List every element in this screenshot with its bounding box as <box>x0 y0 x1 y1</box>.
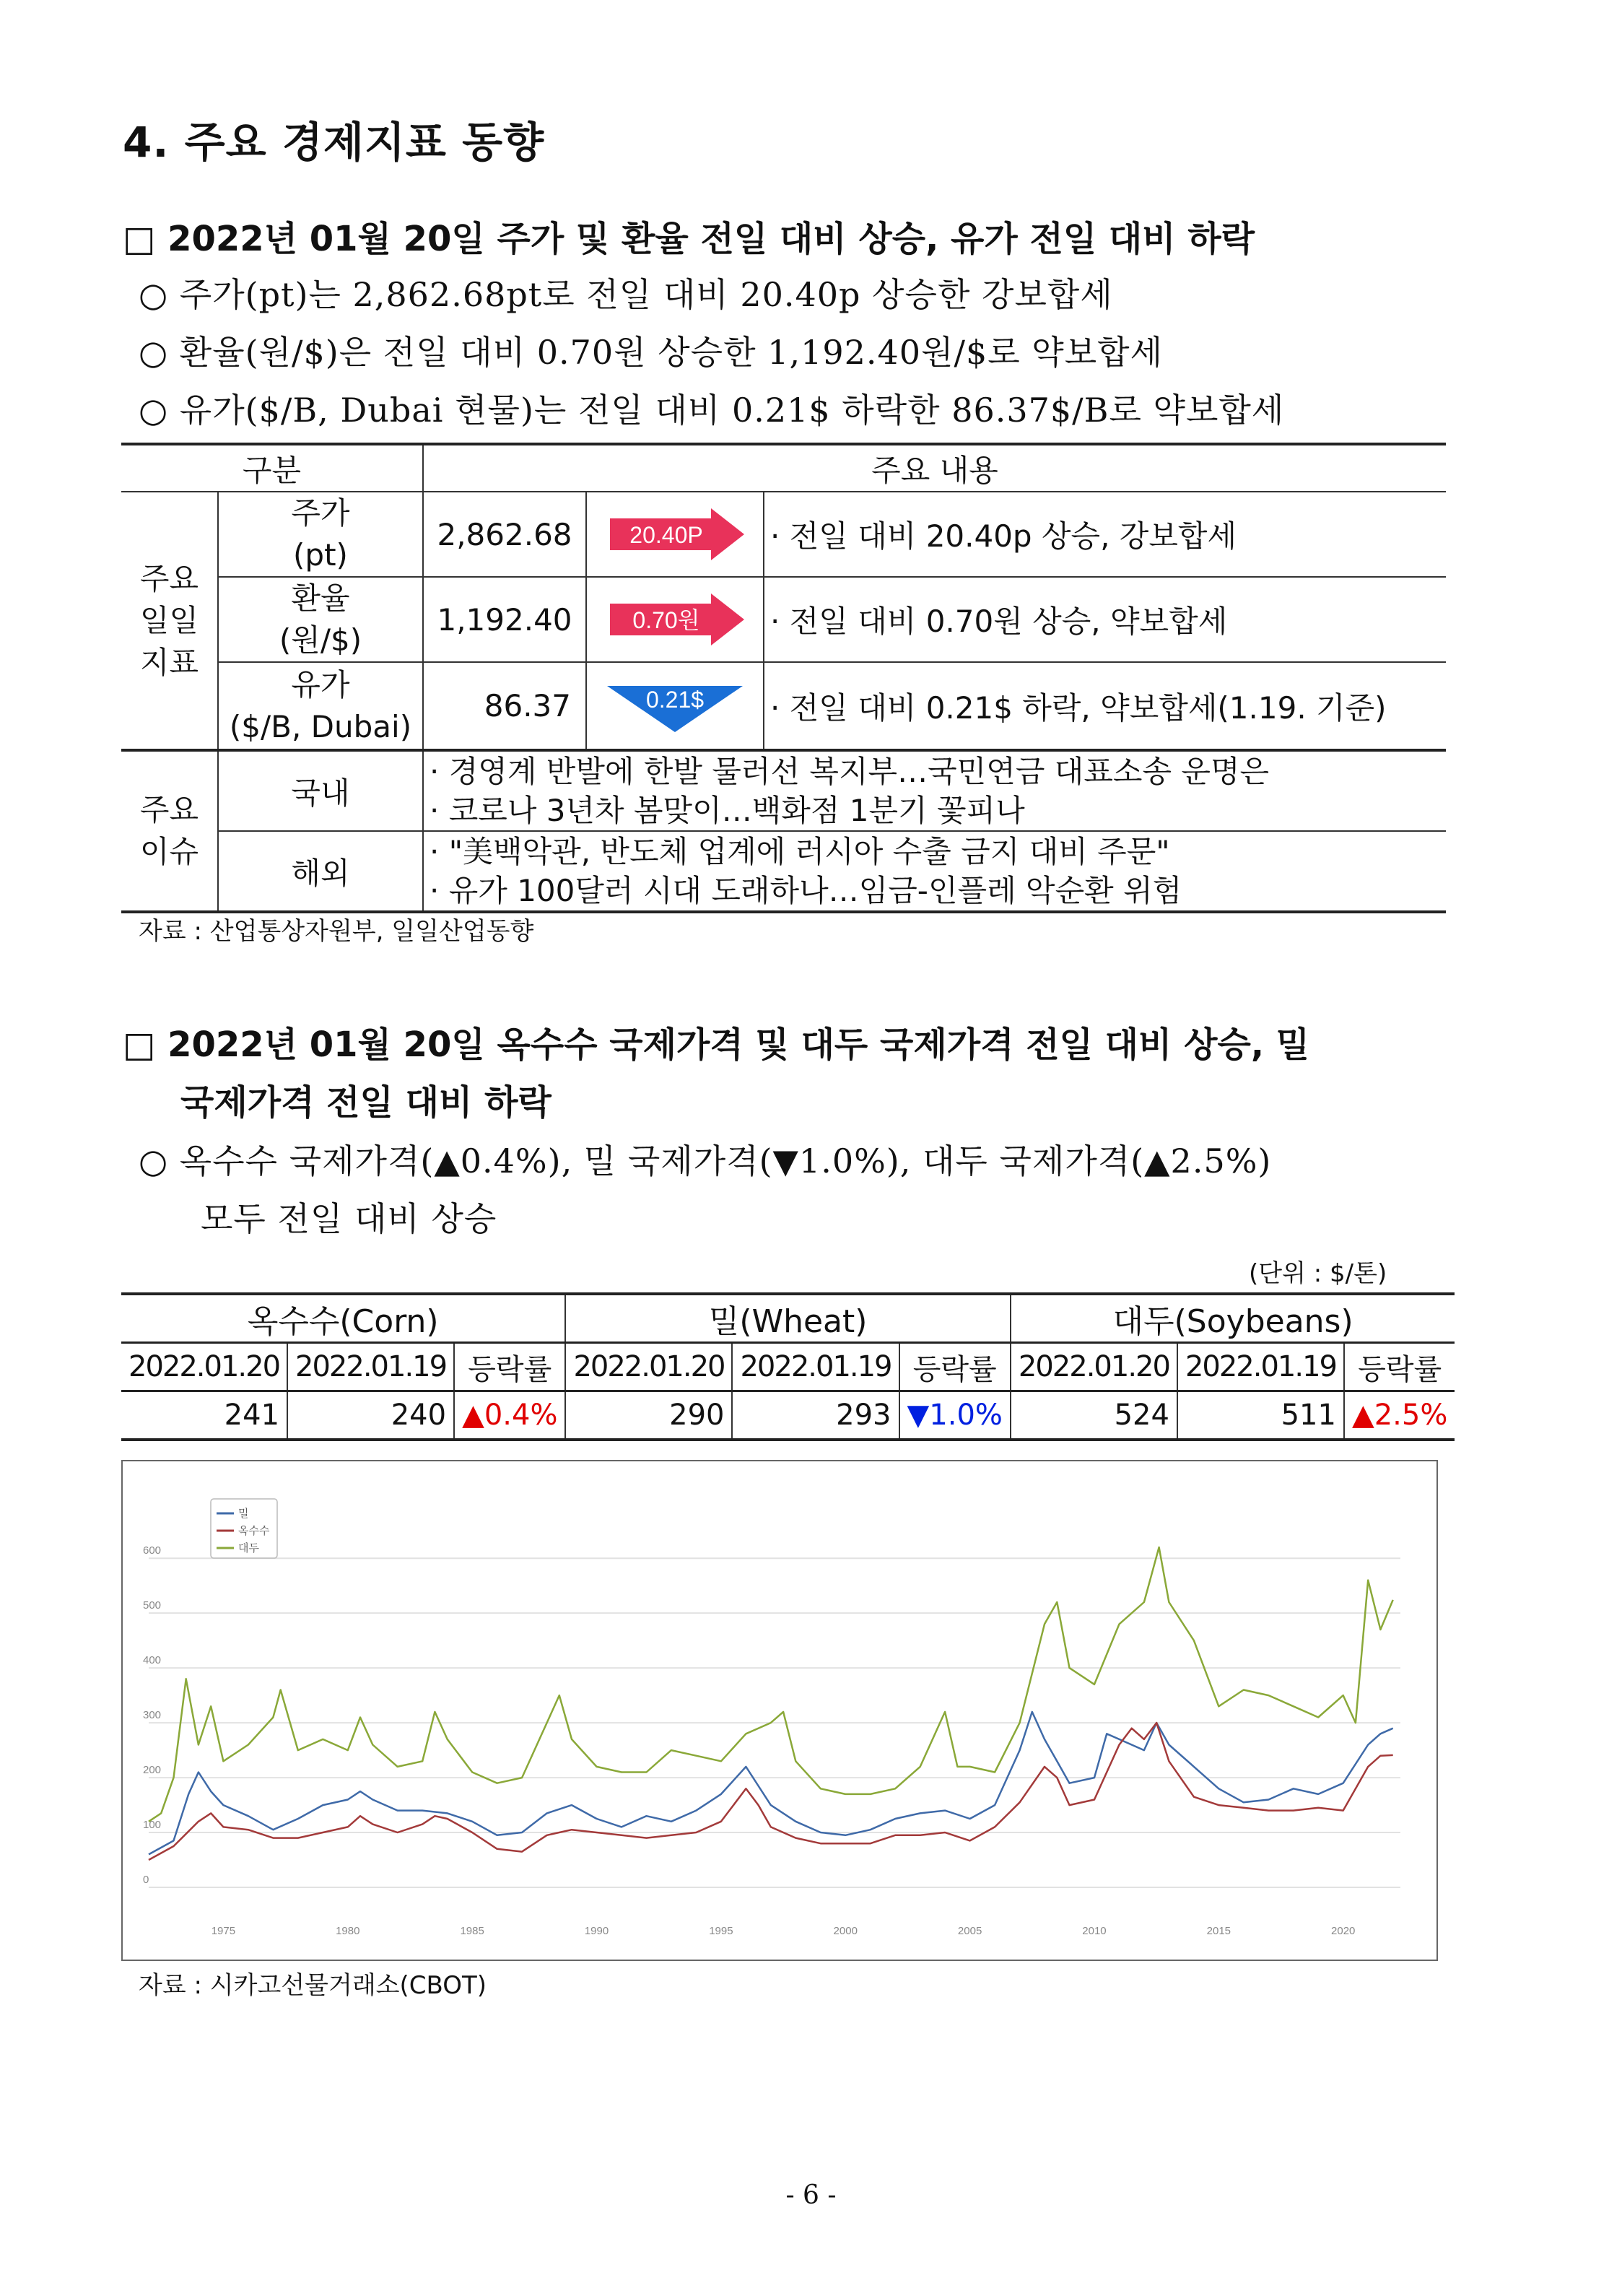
corn-price-current: 241 <box>121 1391 287 1440</box>
soy-date-previous: 2022.01.19 <box>1177 1343 1344 1391</box>
block2-heading-line2: 국제가격 전일 대비 하락 <box>180 1082 551 1123</box>
indicator-value-oil: 86.37 <box>423 662 586 750</box>
down-arrow-icon <box>603 677 747 735</box>
issue-domestic-1: · 경영계 반발에 한발 물러선 복지부…국민연금 대표소송 운명은 <box>430 753 1270 789</box>
grain-price-chart <box>121 1460 1438 1961</box>
chart-legend <box>211 1499 277 1558</box>
block1-heading: □ 2022년 01월 20일 주가 및 환율 전일 대비 상승, 유가 전일 대비 하락 <box>123 219 1255 259</box>
page-number: - 6 - <box>785 2180 837 2210</box>
y-tick-200: 200 <box>143 1764 162 1777</box>
unit-label: (단위 : $/톤) <box>1249 1259 1387 1288</box>
soy-rate-header: 등락률 <box>1344 1343 1455 1391</box>
series-line-1 <box>149 1723 1393 1860</box>
wheat-rate-header: 등락률 <box>899 1343 1011 1391</box>
daily-indicator-table <box>121 443 1446 913</box>
up-arrow-icon <box>603 591 747 648</box>
soy-price-current: 524 <box>1011 1391 1177 1440</box>
wheat-price-previous: 293 <box>732 1391 899 1440</box>
header-content: 주요 내용 <box>423 444 1446 492</box>
indicator-desc-oil: · 전일 대비 0.21$ 하락, 약보합세(1.19. 기준) <box>764 662 1446 750</box>
indicator-arrow-stock <box>586 492 764 577</box>
group-daily-indicators: 주요 일일 지표 <box>121 492 218 750</box>
header-category: 구분 <box>121 444 423 492</box>
block1-source: 자료 : 산업통상자원부, 일일산업동향 <box>139 917 534 946</box>
indicator-value-fx: 1,192.40 <box>423 577 586 662</box>
x-tick-2000: 2000 <box>833 1925 858 1937</box>
series-line-2 <box>149 1547 1393 1822</box>
soy-date-current: 2022.01.20 <box>1011 1343 1177 1391</box>
issue-domestic-2: · 코로나 3년차 봄맞이…백화점 1분기 꽃피나 <box>430 792 1025 828</box>
x-tick-2020: 2020 <box>1331 1925 1356 1937</box>
y-tick-labels <box>143 1544 161 1886</box>
wheat-rate: ▼1.0% <box>899 1391 1011 1440</box>
issue-category-overseas: 해외 <box>218 831 423 912</box>
block1-bullet-stock: ○ 주가(pt)는 2,862.68pt로 전일 대비 20.40p 상승한 강보합세 <box>139 275 1113 314</box>
wheat-price-current: 290 <box>565 1391 732 1440</box>
x-tick-2005: 2005 <box>957 1925 982 1937</box>
block1-bullet-oil: ○ 유가($/B, Dubai 현물)는 전일 대비 0.21$ 하락한 86.37$/B로 약보합세 <box>139 391 1285 430</box>
x-tick-1990: 1990 <box>584 1925 609 1937</box>
change-label-fx: 0.70원 <box>632 607 700 633</box>
change-label-oil: 0.21$ <box>645 686 705 713</box>
wheat-date-current: 2022.01.20 <box>565 1343 732 1391</box>
x-tick-labels <box>212 1925 1356 1937</box>
x-tick-1985: 1985 <box>460 1925 484 1937</box>
corn-date-current: 2022.01.20 <box>121 1343 287 1391</box>
block2-bullet-line2: 모두 전일 대비 상승 <box>201 1199 497 1238</box>
indicator-value-stock: 2,862.68 <box>423 492 586 577</box>
legend-label-0: 밀 <box>238 1507 249 1520</box>
x-tick-1980: 1980 <box>336 1925 360 1937</box>
chart-svg <box>123 1461 1436 1960</box>
issue-overseas-1: · "美백악관, 반도체 업계에 러시아 수출 금지 대비 주문" <box>430 833 1170 869</box>
commodity-soybeans: 대두(Soybeans) <box>1011 1294 1455 1343</box>
indicator-name-fx: 환율 (원/$) <box>218 577 423 662</box>
soy-price-previous: 511 <box>1177 1391 1344 1440</box>
x-tick-2015: 2015 <box>1206 1925 1231 1937</box>
corn-price-previous: 240 <box>287 1391 454 1440</box>
legend-label-1: 옥수수 <box>238 1524 270 1537</box>
issue-lines-overseas <box>423 831 1446 912</box>
legend-label-2: 대두 <box>238 1541 259 1554</box>
change-label-stock: 20.40P <box>629 522 703 548</box>
indicator-name-stock: 주가 (pt) <box>218 492 423 577</box>
section-title: 4. 주요 경제지표 동향 <box>123 118 545 167</box>
indicator-desc-stock: · 전일 대비 20.40p 상승, 강보합세 <box>764 492 1446 577</box>
y-tick-300: 300 <box>143 1709 162 1722</box>
indicator-name-oil: 유가 ($/B, Dubai) <box>218 662 423 750</box>
up-arrow-icon <box>603 505 747 563</box>
y-tick-600: 600 <box>143 1544 162 1557</box>
issue-overseas-2: · 유가 100달러 시대 도래하나…임금-인플레 악순환 위험 <box>430 872 1182 908</box>
corn-rate: ▲0.4% <box>454 1391 565 1440</box>
indicator-arrow-oil <box>586 662 764 750</box>
indicator-desc-fx: · 전일 대비 0.70원 상승, 약보합세 <box>764 577 1446 662</box>
x-tick-1995: 1995 <box>709 1925 733 1937</box>
block1-bullet-fx: ○ 환율(원/$)은 전일 대비 0.70원 상승한 1,192.40원/$로 약보합세 <box>139 333 1164 372</box>
x-tick-2010: 2010 <box>1082 1925 1107 1937</box>
issue-category-domestic: 국내 <box>218 750 423 831</box>
commodity-corn: 옥수수(Corn) <box>121 1294 565 1343</box>
block2-source: 자료 : 시카고선물거래소(CBOT) <box>139 1971 487 2000</box>
corn-rate-header: 등락률 <box>454 1343 565 1391</box>
y-tick-100: 100 <box>143 1819 162 1832</box>
soy-rate: ▲2.5% <box>1344 1391 1455 1440</box>
y-tick-0: 0 <box>143 1874 149 1886</box>
commodity-wheat: 밀(Wheat) <box>565 1294 1010 1343</box>
y-tick-500: 500 <box>143 1599 162 1612</box>
issue-lines-domestic <box>423 750 1446 831</box>
y-tick-400: 400 <box>143 1654 162 1667</box>
x-tick-1975: 1975 <box>211 1925 236 1937</box>
group-major-issues: 주요 이슈 <box>121 750 218 912</box>
block2-bullet-line1: ○ 옥수수 국제가격(▲0.4%), 밀 국제가격(▼1.0%), 대두 국제가격(▲2.5%) <box>139 1142 1272 1180</box>
indicator-arrow-fx <box>586 577 764 662</box>
chart-series <box>149 1547 1393 1860</box>
chart-grid <box>149 1558 1400 1887</box>
block2-heading-line1: □ 2022년 01월 20일 옥수수 국제가격 및 대두 국제가격 전일 대비 상승, 밀 <box>123 1025 1310 1065</box>
corn-date-previous: 2022.01.19 <box>287 1343 454 1391</box>
wheat-date-previous: 2022.01.19 <box>732 1343 899 1391</box>
grain-price-table <box>121 1292 1455 1441</box>
